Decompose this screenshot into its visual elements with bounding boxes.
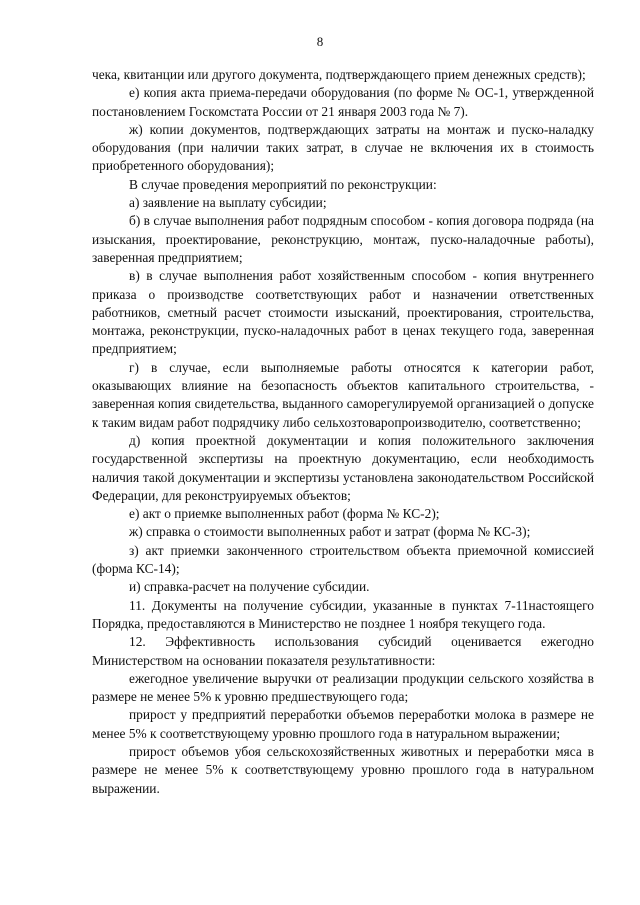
paragraph-7: в) в случае выполнения работ хозяйственным способом - копия внутреннего приказа о производстве соответствующих работ и назначении ответственных работников, сметный расчет стоимости изысканий, проектирования, строительства, монтажа, реконструкции, пуско-наладочных работ в ценах текущего года, заверенная предприятием; (92, 268, 594, 357)
paragraph-17: прирост у предприятий переработки объемов переработки молока в размере не менее 5% к соответствующему уровню прошлого года в натуральном выражении; (92, 707, 594, 741)
paragraph-5: а) заявление на выплату субсидии; (129, 195, 327, 211)
paragraph-12: з) акт приемки законченного строительством объекта приемочной комиссией (форма КС-14); (92, 542, 594, 577)
paragraph-16: ежегодное увеличение выручки от реализации продукции сельского хозяйства в размере не менее 5% к уровню предшествующего года; (92, 670, 594, 705)
paragraph-6: б) в случае выполнения работ подрядным способом - копия договора подряда (на изыскания, проектирование, реконструкцию, монтаж, пуско-наладочные работы), заверенная предприятием; (92, 213, 594, 265)
paragraph-4: В случае проведения мероприятий по реконструкции: (129, 176, 437, 192)
paragraph-9: д) копия проектной документации и копия положительного заключения государственной экспертизы на проектную документацию, если необходимость наличия такой документации и экспертизы установлена законодательством Российской Федерации, для реконструируемых объектов; (92, 432, 594, 503)
paragraph-14: 11. Документы на получение субсидии, указанные в пунктах 7-11настоящего Порядка, предоставляются в Министерство не позднее 1 ноября текущего года. (92, 597, 594, 631)
paragraph-8: г) в случае, если выполняемые работы относятся к категории работ, оказывающих влияние на безопасность объектов капитального строительства, - заверенная копия свидетельства, выданного саморегулируемой организацией о допуске к таким видам работ подрядчику либо сельхозтоваропроизводителю, соответственно; (92, 359, 594, 430)
paragraph-11: ж) справка о стоимости выполненных работ и затрат (форма № КС-3); (129, 524, 531, 540)
paragraph-2: е) копия акта приема-передачи оборудования (по форме № ОС-1, утвержденной постановлением Госкомстата России от 21 января 2003 года № 7). (92, 85, 594, 119)
paragraph-1: чека, квитанции или другого документа, подтверждающего прием денежных средств); (92, 67, 586, 82)
document-body (92, 66, 594, 798)
paragraph-10: е) акт о приемке выполненных работ (форма № КС-2); (129, 506, 440, 522)
paragraph-13: и) справка-расчет на получение субсидии. (129, 579, 370, 595)
page-number: 8 (316, 34, 324, 49)
paragraph-3: ж) копии документов, подтверждающих затраты на монтаж и пуско-наладку оборудования (при наличии таких затрат, в случае не включения их в стоимость приобретенного оборудования); (92, 121, 594, 174)
paragraph-18: прирост объемов убоя сельскохозяйственных животных и переработки мяса в размере не менее 5% к соответствующему уровню прошлого года в натуральном выражении. (92, 743, 594, 796)
paragraph-15: 12. Эффективность использования субсидий оценивается ежегодно Министерством на основании показателя результативности: (92, 634, 594, 668)
